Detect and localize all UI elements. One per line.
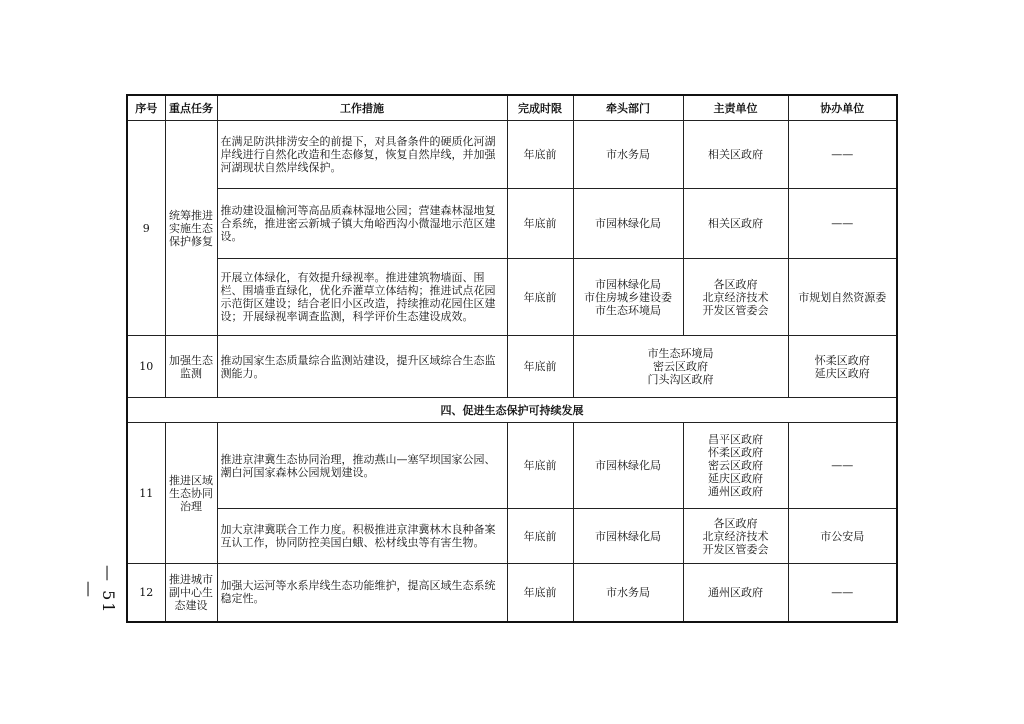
table-row [127,336,897,398]
row-deadline: 年底前 [507,564,573,622]
row-measure: 推进京津冀生态协同治理，推动燕山—塞罕坝国家公园、潮白河国家森林公园规划建设。 [217,423,507,509]
row-deadline: 年底前 [507,189,573,259]
row-deadline: 年底前 [507,121,573,189]
section-row [127,398,897,423]
row-measure: 开展立体绿化，有效提升绿视率。推进建筑物墙面、围栏、围墙垂直绿化，优化乔灌草立体结构；推进试点花园示范街区建设；结合老旧小区改造，持续推动花园住区建设；开展绿视率调查监测，科学评价生态建设成效。 [217,259,507,336]
row-num: 10 [127,336,165,398]
row-lead: 市水务局 [573,564,683,622]
row-main: 相关区政府 [683,121,788,189]
table-row [127,259,897,336]
table-row [127,121,897,189]
row-assist: —— [788,121,897,189]
header-task: 重点任务 [165,95,217,121]
row-measure: 在满足防洪排涝安全的前提下，对具备条件的硬质化河湖岸线进行自然化改造和生态修复，恢复自然岸线，并加强河湖现状自然岸线保护。 [217,121,507,189]
row-main: 各区政府 北京经济技术 开发区管委会 [683,509,788,564]
row-num: 9 [127,121,165,336]
row-lead-main: 市生态环境局 密云区政府 门头沟区政府 [573,336,788,398]
row-deadline: 年底前 [507,509,573,564]
row-main: 昌平区政府 怀柔区政府 密云区政府 延庆区政府 通州区政府 [683,423,788,509]
table-row [127,564,897,622]
row-assist: —— [788,564,897,622]
row-measure: 推动国家生态质量综合监测站建设，提升区域综合生态监测能力。 [217,336,507,398]
header-lead: 牵头部门 [573,95,683,121]
header-main: 主责单位 [683,95,788,121]
row-assist: 市规划自然资源委 [788,259,897,336]
row-lead: 市园林绿化局 [573,423,683,509]
row-num: 12 [127,564,165,622]
row-lead: 市园林绿化局 市住房城乡建设委 市生态环境局 [573,259,683,336]
row-main: 通州区政府 [683,564,788,622]
row-main: 各区政府 北京经济技术 开发区管委会 [683,259,788,336]
row-deadline: 年底前 [507,259,573,336]
page-number: — 51 — [80,565,118,615]
row-assist: 怀柔区政府 延庆区政府 [788,336,897,398]
task-table [126,94,898,623]
row-deadline: 年底前 [507,336,573,398]
table-header-row [127,95,897,121]
row-lead: 市水务局 [573,121,683,189]
row-main: 相关区政府 [683,189,788,259]
row-measure: 加大京津冀联合工作力度。积极推进京津冀林木良种备案互认工作，协同防控美国白蛾、松材线虫等有害生物。 [217,509,507,564]
row-deadline: 年底前 [507,423,573,509]
section-title: 四、促进生态保护可持续发展 [127,398,897,423]
row-task: 推进区域 生态协同 治理 [165,423,217,564]
row-lead: 市园林绿化局 [573,509,683,564]
row-lead: 市园林绿化局 [573,189,683,259]
row-num: 11 [127,423,165,564]
row-assist: —— [788,423,897,509]
row-task: 统筹推进 实施生态 保护修复 [165,121,217,336]
table-row [127,423,897,509]
row-task: 加强生态 监测 [165,336,217,398]
header-deadline: 完成时限 [507,95,573,121]
table-row [127,509,897,564]
row-task: 推进城市 副中心生 态建设 [165,564,217,622]
row-assist: —— [788,189,897,259]
row-assist: 市公安局 [788,509,897,564]
header-num: 序号 [127,95,165,121]
header-assist: 协办单位 [788,95,897,121]
table-row [127,189,897,259]
row-measure: 加强大运河等水系岸线生态功能维护，提高区域生态系统稳定性。 [217,564,507,622]
header-measures: 工作措施 [217,95,507,121]
row-measure: 推动建设温榆河等高品质森林湿地公园；营建森林湿地复合系统，推进密云新城子镇大角峪西沟小微湿地示范区建设。 [217,189,507,259]
